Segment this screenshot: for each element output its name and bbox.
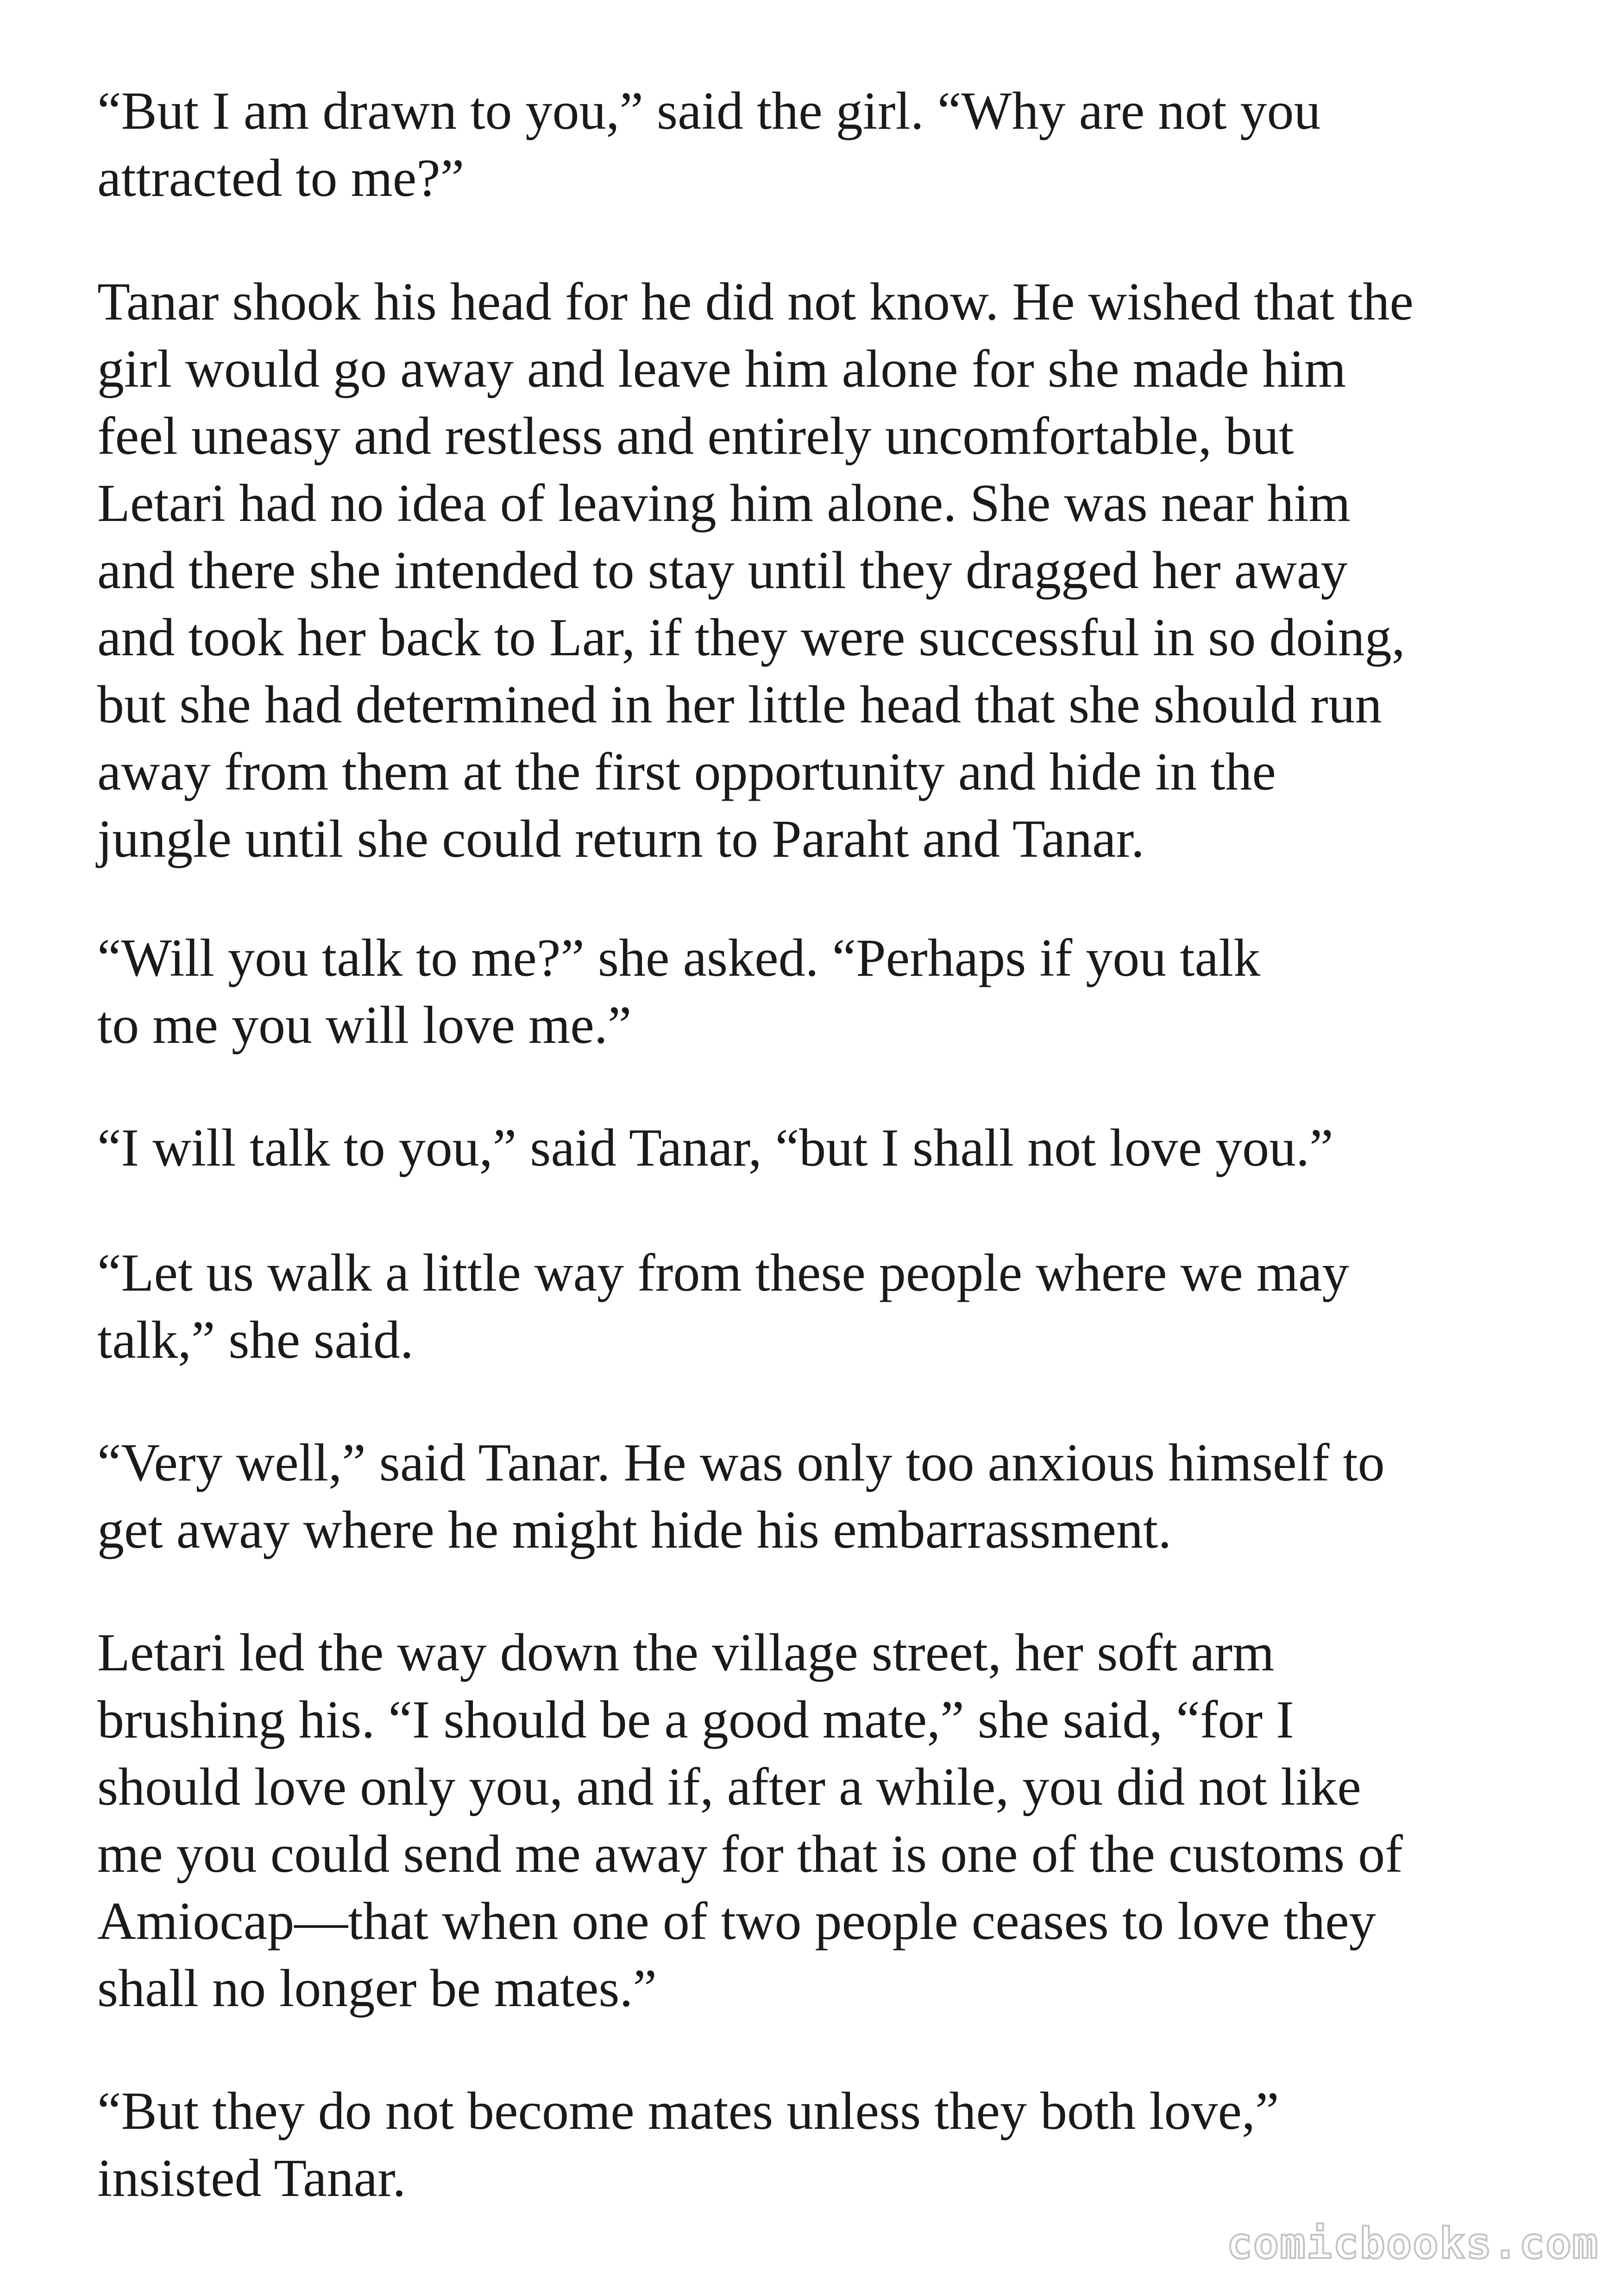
text-line: jungle until she could return to Paraht and Tanar. (97, 809, 1144, 869)
text-line: to me you will love me.” (97, 996, 632, 1055)
paragraph (97, 1115, 1542, 1182)
text-line: Letari had no idea of leaving him alone. She was near him (97, 474, 1351, 533)
text-line: feel uneasy and restless and entirely uncomfortable, but (97, 407, 1294, 466)
paragraph (97, 925, 1542, 1059)
text-line: talk,” she said. (97, 1311, 414, 1370)
text-line: girl would go away and leave him alone for she made him (97, 339, 1346, 399)
text-line: get away where he might hide his embarrassment. (97, 1500, 1172, 1560)
text-line: “But I am drawn to you,” said the girl. “Why are not you (97, 82, 1321, 141)
text-line: me you could send me away for that is one of the customs of (97, 1825, 1403, 1884)
text-line: Letari led the way down the village street, her soft arm (97, 1623, 1275, 1682)
text-line: shall no longer be mates.” (97, 1959, 657, 2018)
paragraph (97, 1240, 1542, 1374)
text-line: Tanar shook his head for he did not know. He wished that the (97, 272, 1414, 332)
paragraph (97, 1430, 1542, 1564)
text-line: “But they do not become mates unless they both love,” (97, 2082, 1279, 2141)
paragraph (97, 78, 1542, 212)
text-line: and there she intended to stay until they dragged her away (97, 541, 1348, 600)
paragraph (97, 2078, 1542, 2212)
text-line: but she had determined in her little head that she should run (97, 675, 1382, 734)
text-line: “Let us walk a little way from these people where we may (97, 1243, 1349, 1303)
paragraph (97, 269, 1542, 873)
text-line: “Will you talk to me?” she asked. “Perhaps if you talk (97, 928, 1261, 988)
paragraph (97, 1619, 1542, 2022)
text-line: Amiocap—that when one of two people ceases to love they (97, 1892, 1376, 1951)
text-line: “I will talk to you,” said Tanar, “but I shall not love you.” (97, 1118, 1333, 1178)
text-line: brushing his. “I should be a good mate,” she said, “for I (97, 1690, 1294, 1750)
text-line: insisted Tanar. (97, 2149, 406, 2208)
text-line: attracted to me?” (97, 149, 465, 208)
text-line: should love only you, and if, after a while, you did not like (97, 1757, 1361, 1817)
text-line: away from them at the first opportunity and hide in the (97, 742, 1276, 802)
text-line: and took her back to Lar, if they were successful in so doing, (97, 608, 1405, 667)
watermark-logo: comicbooks.com (1226, 2219, 1599, 2268)
text-line: “Very well,” said Tanar. He was only too anxious himself to (97, 1433, 1385, 1493)
